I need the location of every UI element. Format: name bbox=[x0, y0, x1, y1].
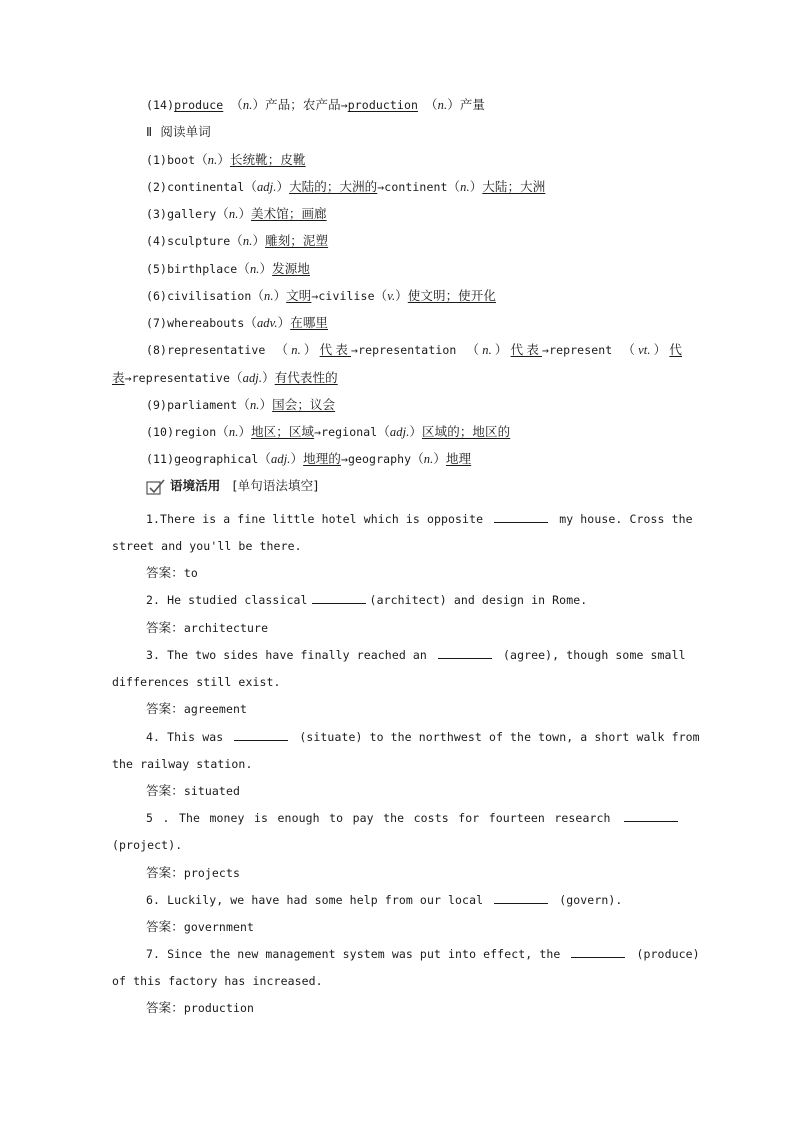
question-text: (architect) and design in Rome. bbox=[369, 593, 588, 607]
answer-text: agreement bbox=[183, 702, 248, 716]
answer-label: 答案： bbox=[146, 565, 184, 580]
question-text: 4. This was bbox=[146, 730, 224, 744]
question-text-continued: of this factory has increased. bbox=[112, 974, 323, 988]
word-item-8-continued: 表→representative（adj.）有代表性的 bbox=[112, 370, 338, 385]
word: continental bbox=[167, 180, 245, 194]
answer-text: to bbox=[183, 566, 198, 580]
word: whereabouts bbox=[167, 316, 245, 330]
section-title: 阅读单词 bbox=[160, 124, 211, 139]
question-text: 7. Since the new management system was put into effect, the bbox=[146, 947, 561, 961]
answer-1 bbox=[146, 565, 682, 581]
word-item-5: (5)birthplace（n.）发源地 bbox=[146, 261, 310, 276]
answer-label: 答案： bbox=[146, 1000, 184, 1015]
question-3 bbox=[146, 647, 686, 663]
answer-label: 答案： bbox=[146, 865, 184, 880]
meaning: 地理 bbox=[445, 451, 472, 466]
word-item-8: (8)representative （n.）代表→representation （n.）代表→represent （vt.）代 bbox=[146, 342, 682, 357]
meaning: 发源地 bbox=[272, 261, 310, 276]
context-subtitle: [单句语法填空] bbox=[232, 478, 319, 493]
word-item-3: (3)gallery（n.）美术馆；画廊 bbox=[146, 206, 327, 221]
question-text: (situate) to the northwest of the town, a short walk from bbox=[299, 730, 700, 744]
answer-blank bbox=[571, 946, 625, 958]
answer-label: 答案： bbox=[146, 783, 184, 798]
question-text: 1.There is a fine little hotel which is opposite bbox=[146, 512, 484, 526]
word: parliament bbox=[167, 398, 238, 412]
word-item-9: (9)parliament（n.）国会；议会 bbox=[146, 397, 336, 412]
answer-text: projects bbox=[183, 866, 241, 880]
question-text-continued: the railway station. bbox=[112, 757, 253, 771]
question-text-continued: street and you'll be there. bbox=[112, 539, 302, 553]
meaning: 有代表性的 bbox=[274, 370, 338, 385]
question-6 bbox=[146, 892, 682, 908]
answer-label: 答案： bbox=[146, 701, 184, 716]
answer-6 bbox=[146, 919, 682, 935]
meaning: 美术馆；画廊 bbox=[251, 206, 327, 221]
meaning: 代表 bbox=[510, 342, 543, 357]
answer-blank bbox=[624, 810, 678, 822]
derived-word: civilise bbox=[318, 289, 375, 303]
answer-text: architecture bbox=[183, 621, 269, 635]
answer-blank bbox=[234, 729, 288, 741]
meaning: 文明 bbox=[286, 288, 312, 303]
context-title: 语境活用 bbox=[170, 478, 221, 493]
derived-word: represent bbox=[549, 343, 613, 357]
word: civilisation bbox=[167, 289, 252, 303]
context-heading bbox=[146, 478, 682, 498]
word: region bbox=[174, 425, 217, 439]
meaning: 产量 bbox=[459, 97, 486, 112]
word: sculpture bbox=[167, 234, 231, 248]
part-of-speech: n. bbox=[437, 98, 448, 112]
item-number: (14) bbox=[146, 98, 175, 112]
section-heading bbox=[146, 124, 682, 140]
question-text: (produce) bbox=[636, 947, 700, 961]
word-item-1: (1)boot（n.）长统靴；皮靴 bbox=[146, 152, 306, 167]
word-item-7: (7)whereabouts（adv.）在哪里 bbox=[146, 315, 329, 330]
answer-text: situated bbox=[183, 784, 241, 798]
question-text: 3. The two sides have finally reached an bbox=[146, 648, 427, 662]
meaning: 地区；区域 bbox=[251, 424, 315, 439]
word: gallery bbox=[167, 207, 217, 221]
derived-word: representative bbox=[131, 371, 230, 385]
question-2 bbox=[146, 592, 682, 608]
meaning: 雕刻；泥塑 bbox=[265, 233, 329, 248]
meaning: 代表 bbox=[319, 342, 352, 357]
meaning: 表 bbox=[112, 370, 125, 385]
derived-word: geography bbox=[347, 452, 412, 466]
derived-word: representation bbox=[358, 343, 457, 357]
meaning: 区域的；地区的 bbox=[422, 424, 511, 439]
word: boot bbox=[167, 153, 196, 167]
question-1 bbox=[146, 511, 693, 527]
arrow: → bbox=[340, 98, 348, 112]
question-text: 2. He studied classical bbox=[146, 593, 308, 607]
derived-word: production bbox=[347, 98, 418, 112]
word-item-2: (2)continental（adj.）大陆的；大洲的→continent（n.）大陆；大洲 bbox=[146, 179, 546, 194]
answer-blank bbox=[312, 592, 366, 604]
question-text: (agree), though some small bbox=[503, 648, 686, 662]
meaning: 大陆；大洲 bbox=[482, 179, 546, 194]
meaning: 大陆的；大洲的 bbox=[289, 179, 378, 194]
word: produce bbox=[174, 98, 224, 112]
question-4 bbox=[146, 729, 700, 745]
answer-3 bbox=[146, 701, 682, 717]
answer-blank bbox=[494, 511, 548, 523]
question-5 bbox=[146, 810, 682, 826]
answer-label: 答案： bbox=[146, 620, 184, 635]
answer-5 bbox=[146, 865, 682, 881]
question-text: my house. Cross the bbox=[559, 512, 693, 526]
word-item-10: (10)region（n.）地区；区域→regional（adj.）区域的；地区的 bbox=[146, 424, 511, 439]
meaning: 在哪里 bbox=[290, 315, 329, 330]
answer-blank bbox=[494, 892, 548, 904]
answer-text: government bbox=[183, 920, 255, 934]
question-text: (govern). bbox=[559, 893, 623, 907]
meaning: 使文明；使开化 bbox=[407, 288, 496, 303]
part-of-speech: n. bbox=[242, 98, 253, 112]
answer-blank bbox=[438, 647, 492, 659]
answer-label: 答案： bbox=[146, 919, 184, 934]
meaning: 国会；议会 bbox=[272, 397, 336, 412]
word-item-11: (11)geographical（adj.）地理的→geography（n.）地理 bbox=[146, 451, 472, 466]
answer-7 bbox=[146, 1000, 682, 1016]
answer-text: production bbox=[183, 1001, 255, 1015]
meaning: 地理的 bbox=[303, 451, 341, 466]
word-item-14: (14)produce （n.）产品；农产品→production （n.）产量 bbox=[146, 97, 486, 112]
check-box-icon bbox=[146, 479, 166, 495]
question-text: 5 . The money is enough to pay the costs for fourteen research bbox=[146, 811, 611, 825]
answer-2 bbox=[146, 620, 682, 636]
word: geographical bbox=[174, 452, 259, 466]
question-text-continued: differences still exist. bbox=[112, 675, 281, 689]
meaning: 产品；农产品 bbox=[265, 97, 341, 112]
derived-word: regional bbox=[321, 425, 378, 439]
question-text: 6. Luckily, we have had some help from our local bbox=[146, 893, 484, 907]
word: representative bbox=[167, 343, 266, 357]
meaning: 代 bbox=[669, 342, 682, 357]
word: birthplace bbox=[167, 262, 238, 276]
question-text-continued: (project). bbox=[112, 838, 183, 852]
answer-4 bbox=[146, 783, 682, 799]
word-item-4: (4)sculpture（n.）雕刻；泥塑 bbox=[146, 233, 329, 248]
section-number: Ⅱ bbox=[146, 124, 153, 139]
meaning: 长统靴；皮靴 bbox=[229, 152, 306, 167]
derived-word: continent bbox=[384, 180, 448, 194]
word-item-6: (6)civilisation（n.）文明→civilise（v.）使文明；使开化 bbox=[146, 288, 496, 303]
question-7 bbox=[146, 946, 700, 962]
